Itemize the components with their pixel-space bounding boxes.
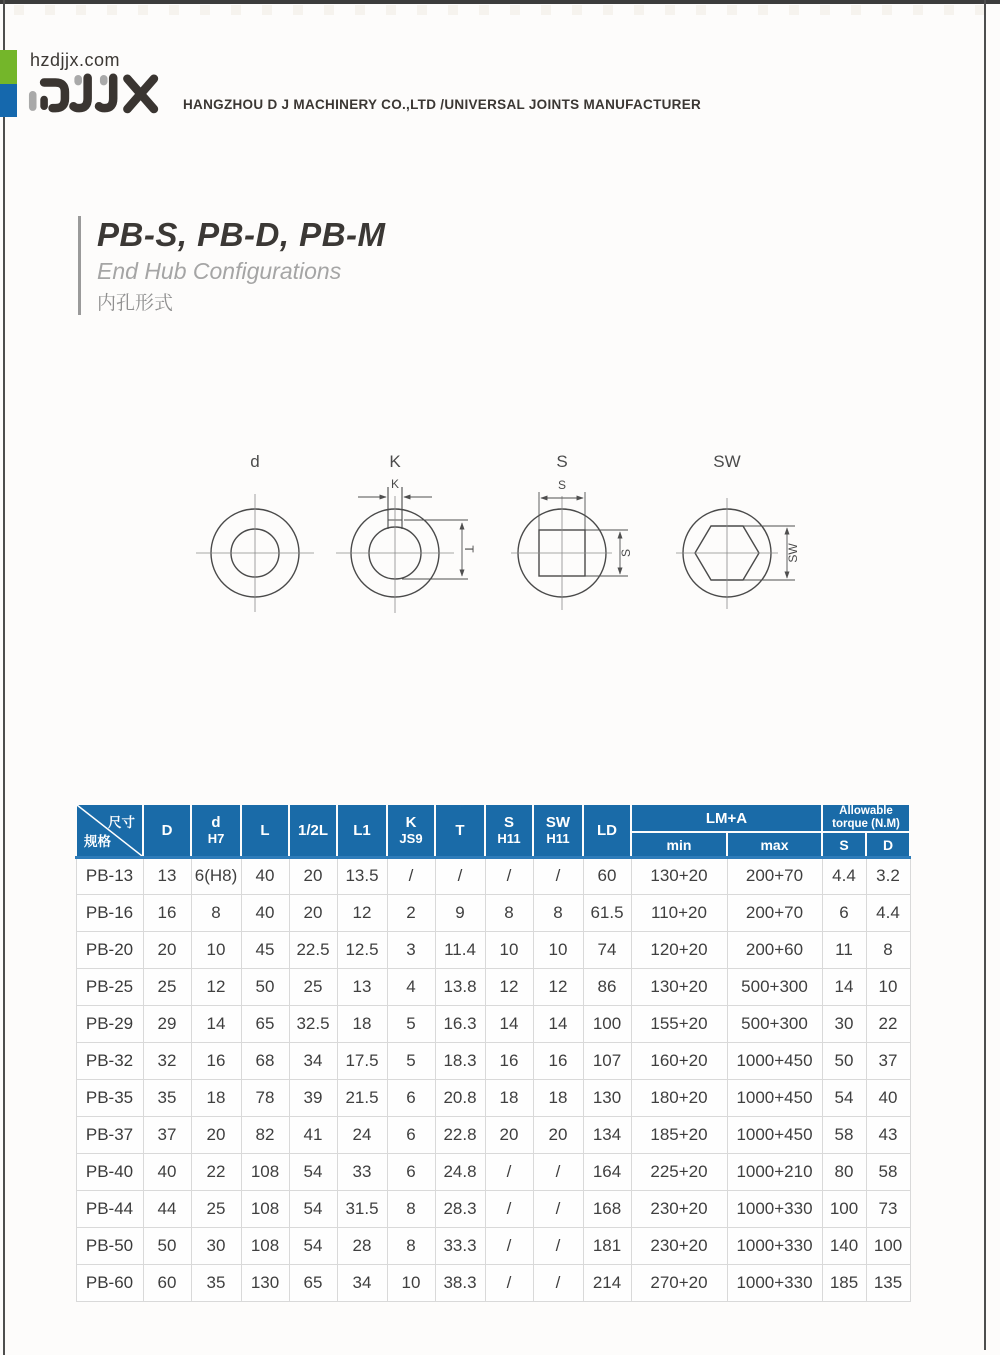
value-cell: 155+20 (631, 1005, 727, 1042)
value-cell: 12 (337, 894, 387, 931)
value-cell: / (533, 1190, 583, 1227)
value-cell: 168 (583, 1190, 631, 1227)
value-cell: 200+70 (727, 857, 822, 894)
header-text: d (211, 813, 221, 831)
value-cell: 5 (387, 1042, 435, 1079)
value-cell: 8 (485, 894, 533, 931)
value-cell: 22.8 (435, 1116, 485, 1153)
dim-label-s-side: S (619, 548, 633, 558)
value-cell: 50 (241, 968, 289, 1005)
djjx-logo-icon (28, 66, 170, 118)
value-cell: 39 (289, 1079, 337, 1116)
col-group-allowable-torque (822, 804, 910, 832)
col-header-L (241, 804, 289, 857)
model-cell: PB-29 (76, 1005, 143, 1042)
header-text: L1 (353, 821, 371, 839)
value-cell: 14 (822, 968, 866, 1005)
header-tolerance: H11 (546, 831, 570, 847)
value-cell: 54 (289, 1227, 337, 1264)
value-cell: 68 (241, 1042, 289, 1079)
value-cell: 500+300 (727, 1005, 822, 1042)
value-cell: 8 (387, 1227, 435, 1264)
value-cell: 8 (191, 894, 241, 931)
value-cell: 13.5 (337, 857, 387, 894)
page-subtitle-cn: 内孔形式 (97, 293, 174, 314)
col-header-D (143, 804, 191, 857)
table-row (76, 894, 910, 931)
value-cell: 37 (866, 1042, 910, 1079)
value-cell: 54 (822, 1079, 866, 1116)
value-cell: 130 (583, 1079, 631, 1116)
value-cell: 11.4 (435, 931, 485, 968)
table-row (76, 1005, 910, 1042)
value-cell: 230+20 (631, 1227, 727, 1264)
value-cell: 20 (485, 1116, 533, 1153)
col-header-S-H11 (485, 804, 533, 857)
value-cell: 32.5 (289, 1005, 337, 1042)
value-cell: 40 (143, 1153, 191, 1190)
value-cell: 108 (241, 1227, 289, 1264)
col-header-L1 (337, 804, 387, 857)
value-cell: 12 (533, 968, 583, 1005)
value-cell: 20 (289, 857, 337, 894)
value-cell: 25 (289, 968, 337, 1005)
dim-label-t: T (462, 545, 476, 553)
value-cell: 35 (143, 1079, 191, 1116)
value-cell: 58 (866, 1153, 910, 1190)
header-text: LD (597, 821, 617, 839)
value-cell: 18 (533, 1079, 583, 1116)
value-cell: 35 (191, 1264, 241, 1301)
header-text: torque (N.M) (832, 818, 900, 831)
header-text: SW (545, 813, 571, 831)
diagram-plain-bore (196, 494, 314, 612)
value-cell: 16 (143, 894, 191, 931)
value-cell: 25 (143, 968, 191, 1005)
model-cell: PB-50 (76, 1227, 143, 1264)
value-cell: 180+20 (631, 1079, 727, 1116)
value-cell: 10 (533, 931, 583, 968)
value-cell: 44 (143, 1190, 191, 1227)
value-cell: 73 (866, 1190, 910, 1227)
page-title: PB-S, PB-D, PB-M (97, 216, 386, 253)
value-cell: 11 (822, 931, 866, 968)
value-cell: 270+20 (631, 1264, 727, 1301)
model-cell: PB-37 (76, 1116, 143, 1153)
value-cell: 37 (143, 1116, 191, 1153)
value-cell: 24 (337, 1116, 387, 1153)
value-cell: 22 (866, 1005, 910, 1042)
value-cell: 160+20 (631, 1042, 727, 1079)
value-cell: 16 (191, 1042, 241, 1079)
corner-header (76, 804, 143, 857)
value-cell: 58 (822, 1116, 866, 1153)
header-text: L (260, 821, 270, 839)
value-cell: 38.3 (435, 1264, 485, 1301)
value-cell: 80 (822, 1153, 866, 1190)
value-cell: 41 (289, 1116, 337, 1153)
col-header-torque-S: S (822, 832, 866, 857)
header-text: LM+A (705, 809, 748, 827)
value-cell: 10 (866, 968, 910, 1005)
brand-accent-green (0, 50, 17, 84)
value-cell: 6 (387, 1153, 435, 1190)
value-cell: 2 (387, 894, 435, 931)
company-tagline: HANGZHOU D J MACHINERY CO.,LTD /UNIVERSAL JOINTS MANUFACTURER (183, 97, 702, 112)
col-header-min: min (631, 832, 727, 857)
top-perforation (14, 5, 986, 15)
value-cell: 107 (583, 1042, 631, 1079)
value-cell: 32 (143, 1042, 191, 1079)
value-cell: / (387, 857, 435, 894)
value-cell: 40 (866, 1079, 910, 1116)
col-group-LMA (631, 804, 822, 832)
value-cell: 16.3 (435, 1005, 485, 1042)
value-cell: 60 (583, 857, 631, 894)
value-cell: 10 (485, 931, 533, 968)
dim-label-sw: SW (786, 543, 800, 563)
website-url: hzdjjx.com (30, 50, 121, 70)
value-cell: 65 (289, 1264, 337, 1301)
value-cell: 130+20 (631, 857, 727, 894)
value-cell: 200+70 (727, 894, 822, 931)
value-cell: 6 (822, 894, 866, 931)
value-cell: 100 (866, 1227, 910, 1264)
value-cell: 16 (485, 1042, 533, 1079)
value-cell: 8 (387, 1190, 435, 1227)
value-cell: 10 (191, 931, 241, 968)
value-cell: 230+20 (631, 1190, 727, 1227)
value-cell: 130+20 (631, 968, 727, 1005)
value-cell: 4.4 (822, 857, 866, 894)
header-tolerance: JS9 (399, 831, 423, 847)
value-cell: 100 (822, 1190, 866, 1227)
table-row (76, 1116, 910, 1153)
diagram-hex-bore (676, 498, 795, 609)
value-cell: 18 (485, 1079, 533, 1116)
value-cell: 29 (143, 1005, 191, 1042)
value-cell: / (435, 857, 485, 894)
value-cell: 185 (822, 1264, 866, 1301)
header-text: Allowable (839, 805, 893, 817)
value-cell: 8 (866, 931, 910, 968)
header-tolerance: H11 (497, 831, 521, 847)
value-cell: 40 (241, 894, 289, 931)
value-cell: 200+60 (727, 931, 822, 968)
left-border-line (3, 0, 5, 1355)
value-cell: 20 (143, 931, 191, 968)
value-cell: 50 (143, 1227, 191, 1264)
table-row (76, 1153, 910, 1190)
value-cell: 108 (241, 1190, 289, 1227)
value-cell: 3 (387, 931, 435, 968)
corner-label-size: 尺寸 (108, 815, 135, 830)
table-row (76, 1042, 910, 1079)
right-border-line (984, 0, 986, 1350)
value-cell: 33.3 (435, 1227, 485, 1264)
value-cell: 120+20 (631, 931, 727, 968)
value-cell: 31.5 (337, 1190, 387, 1227)
col-header-T (435, 804, 485, 857)
diagram-keyway-bore (336, 487, 468, 613)
value-cell: 86 (583, 968, 631, 1005)
value-cell: 100 (583, 1005, 631, 1042)
value-cell: 14 (533, 1005, 583, 1042)
value-cell: 30 (822, 1005, 866, 1042)
value-cell: / (533, 1264, 583, 1301)
value-cell: 5 (387, 1005, 435, 1042)
value-cell: 3.2 (866, 857, 910, 894)
brand-accent-blue (0, 84, 17, 117)
value-cell: 34 (337, 1264, 387, 1301)
value-cell: / (485, 857, 533, 894)
value-cell: 13.8 (435, 968, 485, 1005)
value-cell: 8 (533, 894, 583, 931)
value-cell: 22 (191, 1153, 241, 1190)
dim-label-s-top: S (557, 478, 567, 492)
value-cell: 12.5 (337, 931, 387, 968)
header-text: T (455, 821, 465, 839)
value-cell: / (533, 1153, 583, 1190)
value-cell: / (485, 1153, 533, 1190)
value-cell: 110+20 (631, 894, 727, 931)
value-cell: 181 (583, 1227, 631, 1264)
value-cell: 22.5 (289, 931, 337, 968)
value-cell: 1000+330 (727, 1190, 822, 1227)
value-cell: 61.5 (583, 894, 631, 931)
value-cell: 74 (583, 931, 631, 968)
value-cell: 4 (387, 968, 435, 1005)
top-border-line (0, 0, 1000, 4)
title-block (78, 216, 386, 315)
table-row (76, 968, 910, 1005)
value-cell: 45 (241, 931, 289, 968)
table-row (76, 857, 910, 894)
value-cell: 78 (241, 1079, 289, 1116)
model-cell: PB-40 (76, 1153, 143, 1190)
value-cell: 4.4 (866, 894, 910, 931)
value-cell: 16 (533, 1042, 583, 1079)
value-cell: 28 (337, 1227, 387, 1264)
header-tolerance: H7 (207, 831, 225, 847)
value-cell: 1000+450 (727, 1116, 822, 1153)
value-cell: 14 (191, 1005, 241, 1042)
col-header-K-JS9 (387, 804, 435, 857)
value-cell: 12 (485, 968, 533, 1005)
value-cell: 18 (337, 1005, 387, 1042)
model-cell: PB-44 (76, 1190, 143, 1227)
value-cell: 1000+450 (727, 1079, 822, 1116)
value-cell: 108 (241, 1153, 289, 1190)
model-cell: PB-13 (76, 857, 143, 894)
value-cell: 14 (485, 1005, 533, 1042)
model-cell: PB-25 (76, 968, 143, 1005)
value-cell: 20 (533, 1116, 583, 1153)
model-cell: PB-60 (76, 1264, 143, 1301)
value-cell: 54 (289, 1153, 337, 1190)
col-header-d-H7 (191, 804, 241, 857)
value-cell: 164 (583, 1153, 631, 1190)
table-row (76, 1264, 910, 1301)
corner-label-spec: 规格 (84, 833, 111, 849)
value-cell: 1000+330 (727, 1227, 822, 1264)
header-text: 1/2L (297, 821, 328, 839)
value-cell: 54 (289, 1190, 337, 1227)
value-cell: 18.3 (435, 1042, 485, 1079)
value-cell: / (485, 1264, 533, 1301)
table-row (76, 1079, 910, 1116)
value-cell: 34 (289, 1042, 337, 1079)
value-cell: 134 (583, 1116, 631, 1153)
value-cell: 33 (337, 1153, 387, 1190)
model-cell: PB-35 (76, 1079, 143, 1116)
value-cell: 225+20 (631, 1153, 727, 1190)
value-cell: 12 (191, 968, 241, 1005)
value-cell: 1000+450 (727, 1042, 822, 1079)
value-cell: 21.5 (337, 1079, 387, 1116)
value-cell: 20.8 (435, 1079, 485, 1116)
col-header-SW-H11 (533, 804, 583, 857)
value-cell: 10 (387, 1264, 435, 1301)
value-cell: 17.5 (337, 1042, 387, 1079)
value-cell: 28.3 (435, 1190, 485, 1227)
value-cell: 214 (583, 1264, 631, 1301)
value-cell: 500+300 (727, 968, 822, 1005)
table-row (76, 931, 910, 968)
value-cell: 24.8 (435, 1153, 485, 1190)
value-cell: / (485, 1227, 533, 1264)
page-subtitle-en: End Hub Configurations (97, 258, 342, 284)
value-cell: 13 (143, 857, 191, 894)
value-cell: 1000+330 (727, 1264, 822, 1301)
value-cell: 40 (241, 857, 289, 894)
col-header-LD (583, 804, 631, 857)
value-cell: 1000+210 (727, 1153, 822, 1190)
col-header-torque-D: D (866, 832, 910, 857)
value-cell: 50 (822, 1042, 866, 1079)
diagram-label-plain-bore: d (250, 452, 260, 471)
diagram-label-square-bore: S (556, 452, 568, 471)
value-cell: 135 (866, 1264, 910, 1301)
model-cell: PB-16 (76, 894, 143, 931)
value-cell: / (485, 1190, 533, 1227)
value-cell: 65 (241, 1005, 289, 1042)
value-cell: 25 (191, 1190, 241, 1227)
value-cell: 20 (191, 1116, 241, 1153)
value-cell: 43 (866, 1116, 910, 1153)
diagram-label-hex-bore: SW (713, 452, 741, 471)
diagram-square-bore (511, 492, 628, 610)
value-cell: 9 (435, 894, 485, 931)
table-row (76, 1190, 910, 1227)
value-cell: 30 (191, 1227, 241, 1264)
value-cell: 185+20 (631, 1116, 727, 1153)
header-text: S (503, 813, 514, 831)
diagram-label-keyway-bore: K (389, 452, 401, 471)
value-cell: 13 (337, 968, 387, 1005)
header-text: D (161, 821, 173, 839)
model-cell: PB-32 (76, 1042, 143, 1079)
value-cell: 6 (387, 1079, 435, 1116)
dim-label-k: K (390, 477, 400, 491)
col-header-halfL (289, 804, 337, 857)
value-cell: 60 (143, 1264, 191, 1301)
value-cell: 20 (289, 894, 337, 931)
header-text: K (405, 813, 417, 831)
value-cell: 18 (191, 1079, 241, 1116)
value-cell: 130 (241, 1264, 289, 1301)
table-row (76, 1227, 910, 1264)
value-cell: 6(H8) (191, 857, 241, 894)
value-cell: / (533, 857, 583, 894)
value-cell: 140 (822, 1227, 866, 1264)
model-cell: PB-20 (76, 931, 143, 968)
value-cell: / (533, 1227, 583, 1264)
col-header-max: max (727, 832, 822, 857)
bore-diagrams (150, 430, 850, 635)
value-cell: 82 (241, 1116, 289, 1153)
value-cell: 6 (387, 1116, 435, 1153)
spec-table (75, 803, 911, 1302)
